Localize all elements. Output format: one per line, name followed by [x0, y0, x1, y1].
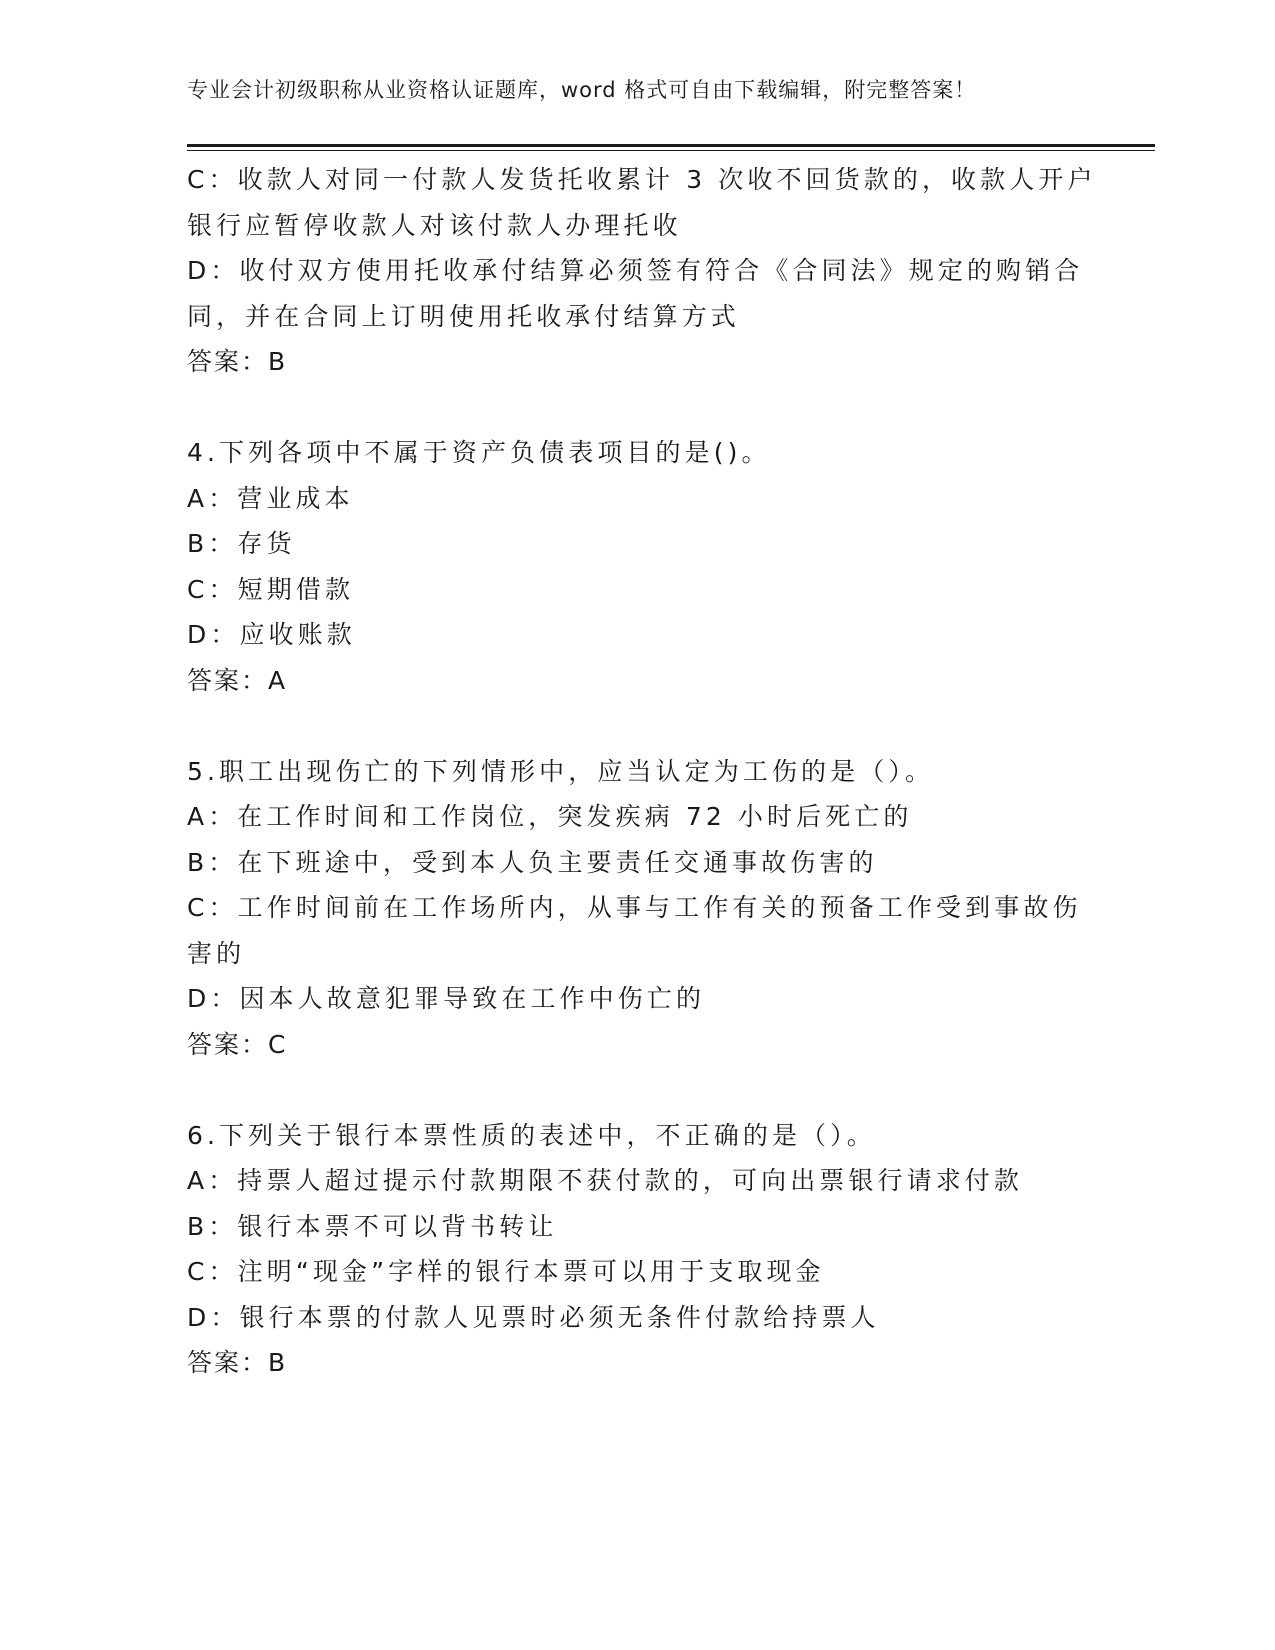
- spacer: [187, 385, 1087, 431]
- option-c-line-1: C：收款人对同一付款人发货托收累计 3 次收不回货款的，收款人开户: [187, 165, 1097, 194]
- option-b: B：在下班途中，受到本人负主要责任交通事故伤害的: [187, 847, 878, 877]
- question-content: [187, 157, 1097, 1386]
- spacer: [187, 703, 1087, 749]
- question-continuation: [187, 157, 1097, 385]
- option-c: C：注明“现金”字样的银行本票可以用于支取现金: [187, 1257, 825, 1286]
- spacer: [187, 1067, 1087, 1113]
- option-d-line-1: D：收付双方使用托收承付结算必须签有符合《合同法》规定的购销合: [187, 256, 1084, 285]
- option-d: D：因本人故意犯罪导致在工作中伤亡的: [187, 984, 706, 1013]
- option-d: D：银行本票的付款人见票时必须无条件付款给持票人: [187, 1302, 880, 1332]
- option-c: C：短期借款: [187, 574, 355, 604]
- option-a: A：营业成本: [187, 483, 354, 513]
- option-b: B：银行本票不可以背书转让: [187, 1211, 558, 1241]
- header-divider-thin: [187, 150, 1155, 151]
- page-header: 专业会计初级职称从业资格认证题库，word 格式可自由下载编辑，附完整答案！: [187, 78, 977, 102]
- question-stem: 6.下列关于银行本票性质的表述中，不正确的是（）。: [187, 1120, 876, 1150]
- question-stem: 5.职工出现伤亡的下列情形中，应当认定为工伤的是（）。: [187, 756, 935, 786]
- option-d: D：应收账款: [187, 620, 356, 649]
- option-c-line-1: C：工作时间前在工作场所内，从事与工作有关的预备工作受到事故伤: [187, 893, 1082, 922]
- option-b: B：存货: [187, 529, 296, 558]
- question-6: [187, 1113, 1087, 1386]
- option-a: A：在工作时间和工作岗位，突发疾病 72 小时后死亡的: [187, 802, 913, 831]
- answer-text: 答案：C: [187, 1029, 288, 1059]
- answer-text: 答案：B: [187, 347, 288, 376]
- answer-text: 答案：A: [187, 665, 288, 695]
- option-d-line-2: 同，并在合同上订明使用托收承付结算方式: [187, 301, 740, 331]
- question-5: [187, 749, 1087, 1068]
- option-a: A：持票人超过提示付款期限不获付款的，可向出票银行请求付款: [187, 1166, 1024, 1195]
- question-stem: 4.下列各项中不属于资产负债表项目的是()。: [187, 438, 771, 467]
- header-divider: [187, 144, 1155, 147]
- answer-text: 答案：B: [187, 1348, 288, 1377]
- question-4: [187, 430, 1087, 703]
- option-c-line-2: 害的: [187, 938, 246, 968]
- option-c-line-2: 银行应暂停收款人对该付款人办理托收: [187, 210, 682, 240]
